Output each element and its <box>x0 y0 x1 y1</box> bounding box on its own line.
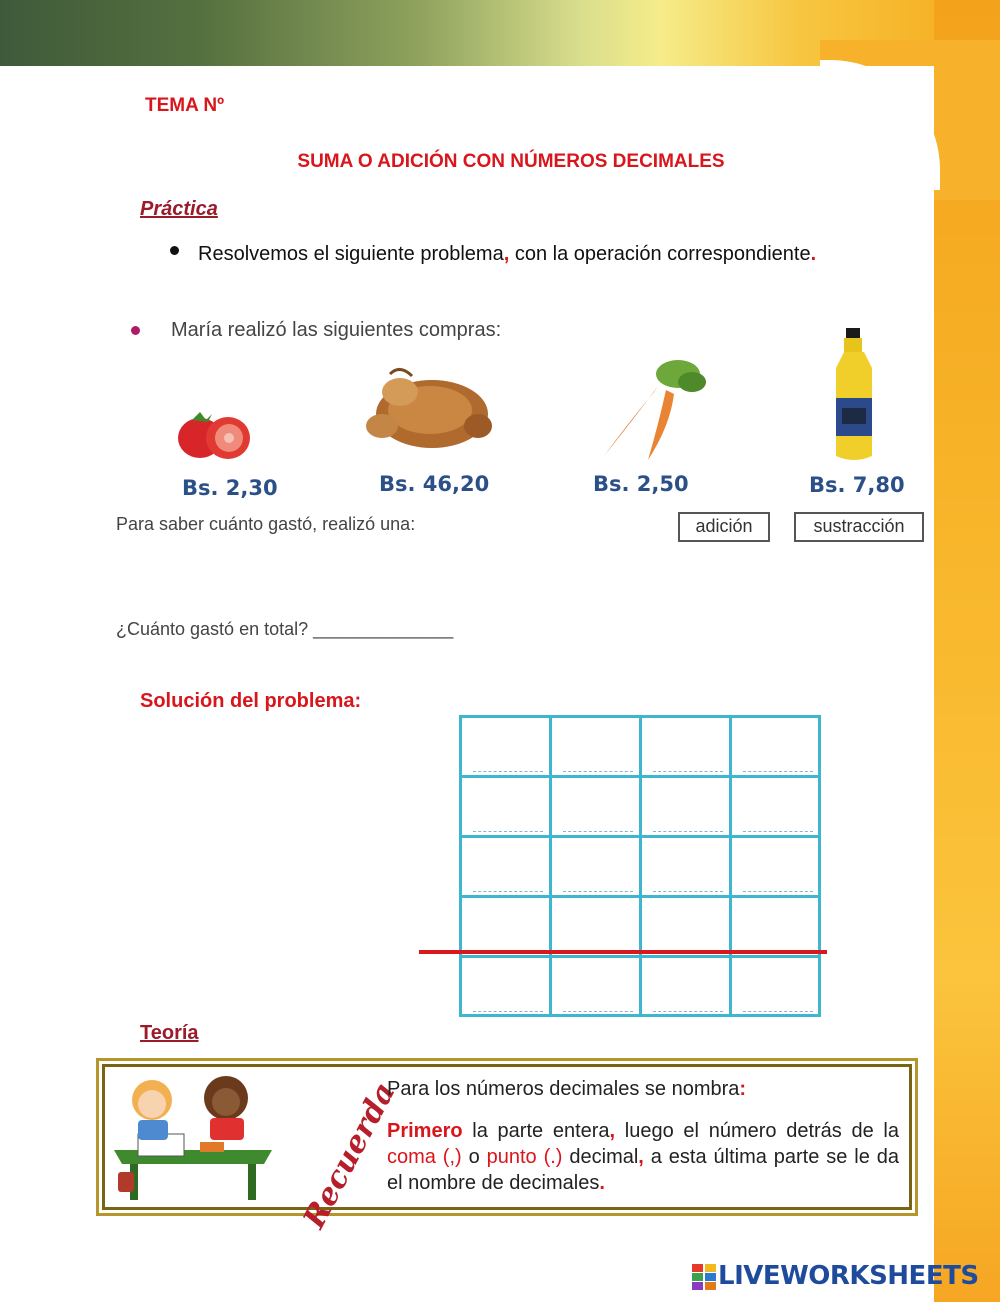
teoria-line-1: Para los números decimales se nombra: <box>387 1078 747 1100</box>
grid-cell-input[interactable] <box>563 995 633 1012</box>
grid-cell-input[interactable] <box>743 815 813 832</box>
price-oil: Bs. 7,80 <box>809 473 905 497</box>
teoria-text <box>387 1076 899 1196</box>
grid-cell-input[interactable] <box>653 755 723 772</box>
practica-instruction <box>198 241 884 268</box>
solution-grid <box>459 715 821 1017</box>
liveworksheets-logo-icon <box>692 1264 716 1290</box>
recuerda-badge: Recuerda <box>296 1076 403 1235</box>
instruction-period: . <box>810 243 817 265</box>
grid-cell-input[interactable] <box>653 815 723 832</box>
solution-heading: Solución del problema: <box>140 690 362 712</box>
instruction-text-1: Resolvemos el siguiente problema <box>198 243 504 265</box>
kids-drawing-icon <box>108 1072 278 1204</box>
tomato-icon <box>176 408 256 464</box>
grid-cell-input[interactable] <box>743 875 813 892</box>
chicken-icon <box>360 364 494 454</box>
instruction-text-2: con la operación correspondiente <box>509 243 811 265</box>
practica-heading: Práctica <box>140 198 218 220</box>
grid-cell-input[interactable] <box>563 755 633 772</box>
grid-cell-input[interactable] <box>563 815 633 832</box>
grid-cell-input[interactable] <box>743 995 813 1012</box>
carrot-icon <box>596 356 710 462</box>
grid-cell-input[interactable] <box>563 875 633 892</box>
tema-label: TEMA Nº <box>145 95 225 116</box>
oil-bottle-icon <box>832 328 876 464</box>
price-carrot: Bs. 2,50 <box>593 472 689 496</box>
grid-cell-input[interactable] <box>473 815 543 832</box>
grid-cell-input[interactable] <box>473 755 543 772</box>
liveworksheets-brand: LIVEWORKSHEETS <box>718 1261 979 1291</box>
grid-cell-input[interactable] <box>473 995 543 1012</box>
teoria-paragraph: Primero la parte entera, luego el número detrás de la coma (,) o punto (.) decimal, a esta última parte se le da el nombre de decimales. <box>387 1120 899 1194</box>
price-tomato: Bs. 2,30 <box>182 476 278 500</box>
grid-cell-input[interactable] <box>653 995 723 1012</box>
option-adicion-button[interactable]: adición <box>678 512 770 542</box>
page-title: SUMA O ADICIÓN CON NÚMEROS DECIMALES <box>297 151 725 172</box>
price-chicken: Bs. 46,20 <box>379 472 490 496</box>
operation-question: Para saber cuánto gastó, realizó una: <box>116 514 416 534</box>
teoria-heading: Teoría <box>140 1022 199 1044</box>
problem-bullet-icon <box>131 326 140 335</box>
grid-cell-input[interactable] <box>653 875 723 892</box>
instruction-comma: , <box>503 243 510 265</box>
grid-cell-input[interactable] <box>743 755 813 772</box>
problem-intro: María realizó las siguientes compras: <box>171 319 502 341</box>
option-sustraccion-button[interactable]: sustracción <box>794 512 924 542</box>
sum-result-line <box>419 950 827 954</box>
total-question: ¿Cuánto gastó en total? ______________ <box>116 619 454 639</box>
bullet-icon <box>170 246 179 255</box>
grid-cell-input[interactable] <box>473 875 543 892</box>
